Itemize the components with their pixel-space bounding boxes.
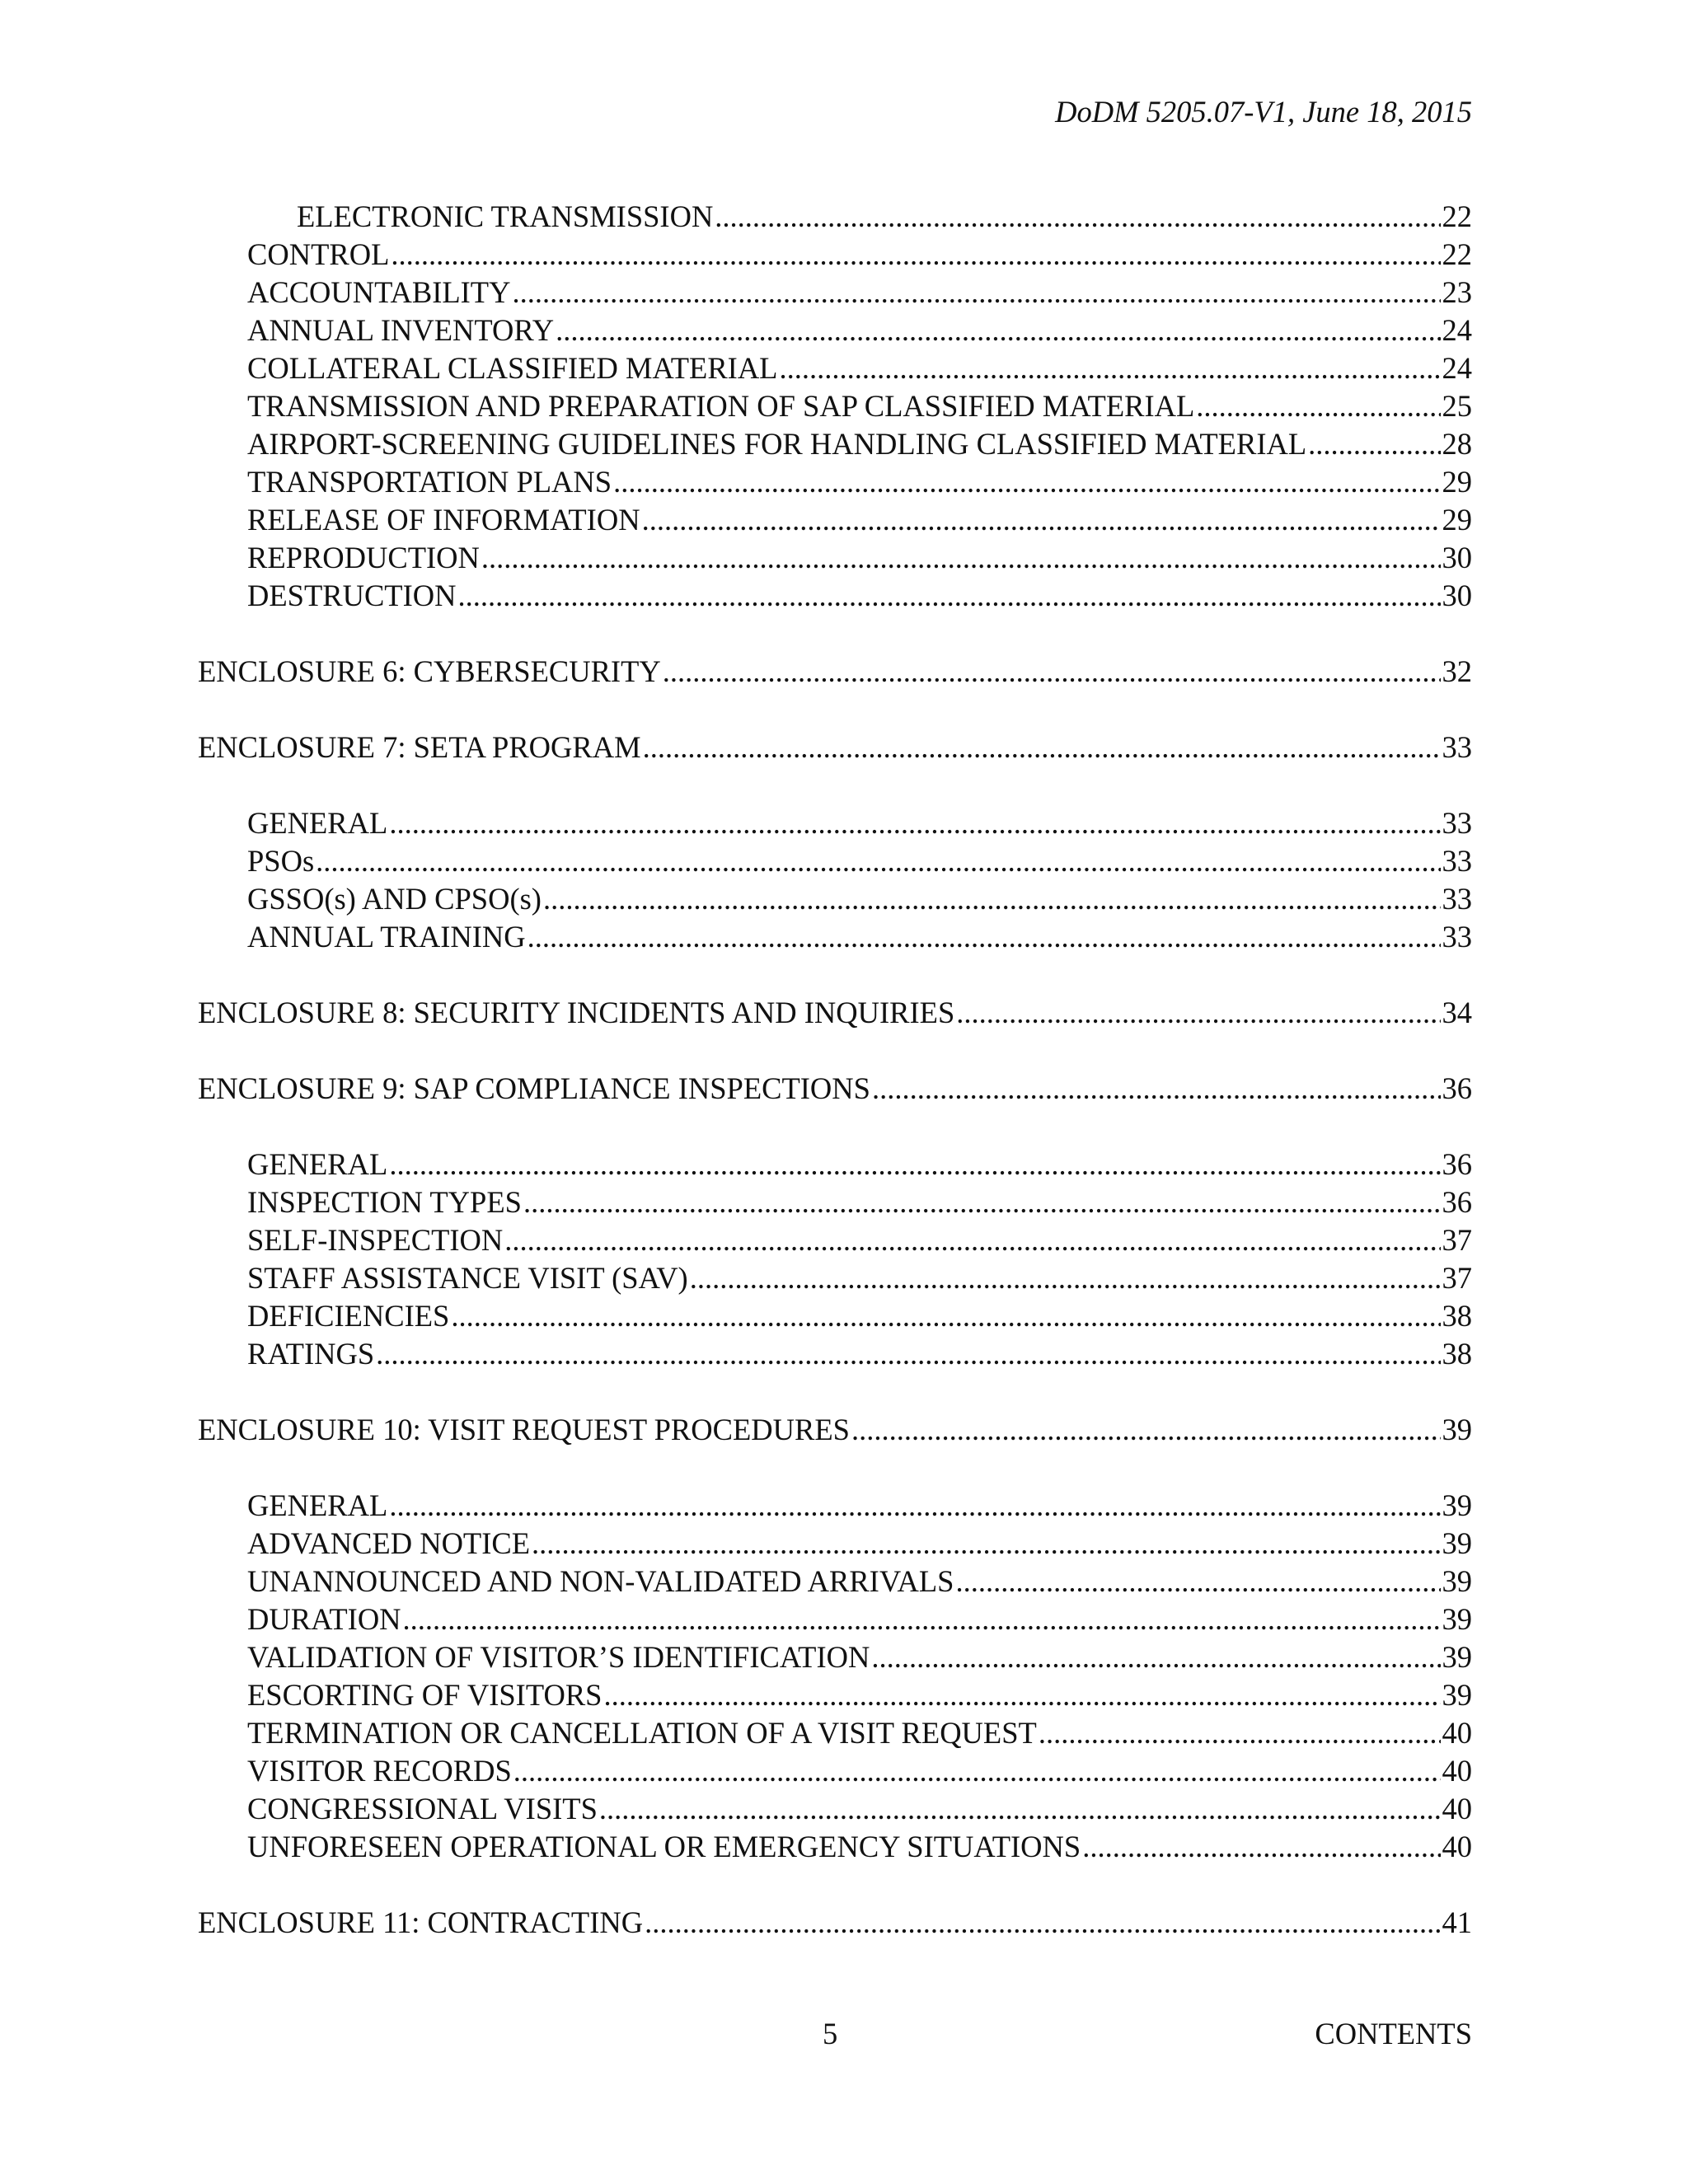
toc-entry (198, 1676, 1472, 1714)
toc-entry-page: 29 (1442, 503, 1472, 537)
toc-dot-leader (642, 501, 1441, 539)
toc-entry-title: GSSO(s) AND CPSO(s) (247, 882, 542, 916)
toc-entry-title: TERMINATION OR CANCELLATION OF A VISIT REQUEST (247, 1716, 1037, 1750)
toc-entry-title: REPRODUCTION (247, 541, 480, 574)
toc-entry-page: 39 (1442, 1488, 1472, 1522)
toc-enclosure-entry (198, 729, 1472, 766)
toc-entry-title: COLLATERAL CLASSIFIED MATERIAL (247, 351, 778, 385)
toc-dot-leader (376, 1335, 1440, 1373)
toc-dot-leader (690, 1259, 1441, 1297)
toc-entry-page: 33 (1442, 920, 1472, 954)
toc-entry (198, 1259, 1472, 1297)
toc-entry-page: 36 (1442, 1185, 1472, 1219)
toc-entry-page: 37 (1442, 1223, 1472, 1257)
toc-entry (198, 577, 1472, 615)
toc-entry-page: 37 (1442, 1261, 1472, 1295)
toc-dot-leader (451, 1297, 1440, 1335)
toc-entry (198, 1146, 1472, 1183)
toc-dot-leader (779, 349, 1440, 387)
toc-entry-page: 39 (1442, 1413, 1472, 1446)
toc-entry-title: PSOs (247, 844, 315, 878)
toc-dot-leader (613, 463, 1440, 501)
toc-entry-page: 39 (1442, 1564, 1472, 1598)
toc-entry-title: SELF-INSPECTION (247, 1223, 504, 1257)
toc-entry-page: 33 (1442, 844, 1472, 878)
toc-dot-leader (391, 236, 1440, 274)
toc-entry-title: TRANSMISSION AND PREPARATION OF SAP CLASSIFIED MATERIAL (247, 389, 1195, 423)
toc-entry-page: 33 (1442, 806, 1472, 840)
toc-dot-leader (599, 1790, 1441, 1828)
toc-dot-leader (955, 1563, 1440, 1601)
toc-entry-page: 39 (1442, 1602, 1472, 1636)
toc-entry (198, 425, 1472, 463)
toc-entry-title: DURATION (247, 1602, 401, 1636)
toc-entry-title: ENCLOSURE 11: CONTRACTING (198, 1905, 644, 1939)
toc-entry (198, 1790, 1472, 1828)
toc-dot-leader (403, 1601, 1441, 1638)
toc-dot-leader (663, 653, 1441, 691)
toc-entry-title: GENERAL (247, 806, 388, 840)
toc-dot-leader (512, 274, 1440, 312)
table-of-contents (198, 198, 1472, 1942)
toc-entry (198, 236, 1472, 274)
toc-entry (198, 1563, 1472, 1601)
toc-dot-leader (389, 1487, 1440, 1525)
toc-entry-page: 25 (1442, 389, 1472, 423)
toc-enclosure-entry (198, 1411, 1472, 1449)
toc-entry-page: 30 (1442, 579, 1472, 612)
toc-entry-page: 30 (1442, 541, 1472, 574)
toc-entry (198, 918, 1472, 956)
toc-entry (198, 312, 1472, 349)
toc-entry (198, 1601, 1472, 1638)
toc-entry-page: 38 (1442, 1337, 1472, 1371)
toc-entry (198, 387, 1472, 425)
toc-entry-title: UNFORESEEN OPERATIONAL OR EMERGENCY SITUATIONS (247, 1830, 1081, 1863)
toc-entry-page: 34 (1442, 996, 1472, 1029)
toc-entry-page: 36 (1442, 1147, 1472, 1181)
toc-entry (198, 1752, 1472, 1790)
toc-dot-leader (603, 1676, 1440, 1714)
toc-dot-leader (481, 539, 1441, 577)
toc-entry-page: 41 (1442, 1905, 1472, 1939)
toc-dot-leader (389, 1146, 1440, 1183)
toc-entry (198, 1714, 1472, 1752)
toc-entry-title: ENCLOSURE 6: CYBERSECURITY (198, 654, 661, 688)
toc-entry-title: ANNUAL TRAINING (247, 920, 526, 954)
toc-entry (198, 1638, 1472, 1676)
toc-enclosure-entry (198, 994, 1472, 1032)
toc-entry-page: 29 (1442, 465, 1472, 499)
toc-entry-title: DEFICIENCIES (247, 1299, 450, 1333)
toc-entry-page: 28 (1442, 427, 1472, 461)
toc-dot-leader (1082, 1828, 1440, 1866)
toc-entry-page: 36 (1442, 1071, 1472, 1105)
toc-entry-title: CONTROL (247, 237, 390, 271)
toc-entry-title: ESCORTING OF VISITORS (247, 1678, 603, 1712)
toc-entry (198, 501, 1472, 539)
toc-dot-leader (872, 1070, 1441, 1108)
toc-entry-title: ELECTRONIC TRANSMISSION (297, 199, 714, 233)
toc-entry-page: 22 (1442, 199, 1472, 233)
toc-entry-title: RATINGS (247, 1337, 375, 1371)
toc-entry (198, 274, 1472, 312)
toc-entry-title: ENCLOSURE 8: SECURITY INCIDENTS AND INQUIRIES (198, 996, 955, 1029)
toc-entry-page: 33 (1442, 882, 1472, 916)
toc-entry-page: 39 (1442, 1640, 1472, 1674)
toc-entry-title: INSPECTION TYPES (247, 1185, 522, 1219)
toc-entry-title: GENERAL (247, 1488, 388, 1522)
toc-dot-leader (556, 312, 1440, 349)
toc-entry-title: RELEASE OF INFORMATION (247, 503, 640, 537)
page-number: 5 (823, 2017, 838, 2050)
toc-entry-page: 40 (1442, 1792, 1472, 1825)
toc-entry-title: VALIDATION OF VISITOR’S IDENTIFICATION (247, 1640, 870, 1674)
toc-entry (198, 1487, 1472, 1525)
toc-entry-title: GENERAL (247, 1147, 388, 1181)
toc-entry-title: ENCLOSURE 9: SAP COMPLIANCE INSPECTIONS (198, 1071, 870, 1105)
toc-entry-page: 40 (1442, 1716, 1472, 1750)
toc-entry (198, 842, 1472, 880)
toc-entry-page: 39 (1442, 1526, 1472, 1560)
toc-entry (198, 539, 1472, 577)
toc-entry (198, 463, 1472, 501)
toc-entry (198, 349, 1472, 387)
toc-dot-leader (543, 880, 1441, 918)
toc-dot-leader (1196, 387, 1440, 425)
toc-entry-page: 32 (1442, 654, 1472, 688)
toc-dot-leader (457, 577, 1440, 615)
toc-dot-leader (523, 1183, 1441, 1221)
toc-dot-leader (715, 198, 1440, 236)
toc-entry (198, 880, 1472, 918)
toc-entry (198, 1183, 1472, 1221)
toc-dot-leader (851, 1411, 1441, 1449)
toc-entry (198, 1525, 1472, 1563)
toc-entry-title: DESTRUCTION (247, 579, 457, 612)
toc-entry (198, 804, 1472, 842)
toc-entry-title: ANNUAL INVENTORY (247, 313, 555, 347)
footer-section-label: CONTENTS (1315, 2017, 1472, 2050)
toc-entry-page: 24 (1442, 351, 1472, 385)
toc-entry (198, 1221, 1472, 1259)
toc-dot-leader (956, 994, 1440, 1032)
toc-dot-leader (504, 1221, 1440, 1259)
toc-dot-leader (1039, 1714, 1441, 1752)
toc-entry-page: 23 (1442, 275, 1472, 309)
toc-enclosure-entry (198, 1904, 1472, 1942)
toc-dot-leader (528, 918, 1441, 956)
toc-entry-title: CONGRESSIONAL VISITS (247, 1792, 598, 1825)
toc-dot-leader (316, 842, 1440, 880)
toc-entry (198, 1335, 1472, 1373)
toc-entry-title: ENCLOSURE 10: VISIT REQUEST PROCEDURES (198, 1413, 850, 1446)
toc-entry (198, 1297, 1472, 1335)
toc-entry-page: 24 (1442, 313, 1472, 347)
toc-entry-page: 38 (1442, 1299, 1472, 1333)
toc-entry-title: ENCLOSURE 7: SETA PROGRAM (198, 730, 641, 764)
toc-dot-leader (645, 1904, 1440, 1942)
toc-entry-page: 22 (1442, 237, 1472, 271)
toc-dot-leader (871, 1638, 1440, 1676)
toc-entry-page: 39 (1442, 1678, 1472, 1712)
toc-dot-leader (389, 804, 1440, 842)
toc-entry (198, 1828, 1472, 1866)
toc-enclosure-entry (198, 1070, 1472, 1108)
toc-entry-title: VISITOR RECORDS (247, 1754, 512, 1788)
toc-entry-title: ACCOUNTABILITY (247, 275, 511, 309)
toc-entry-page: 33 (1442, 730, 1472, 764)
toc-entry-page: 40 (1442, 1754, 1472, 1788)
toc-dot-leader (532, 1525, 1440, 1563)
toc-entry-title: AIRPORT-SCREENING GUIDELINES FOR HANDLING CLASSIFIED MATERIAL (247, 427, 1307, 461)
toc-entry-page: 40 (1442, 1830, 1472, 1863)
toc-entry-title: TRANSPORTATION PLANS (247, 465, 612, 499)
toc-entry-title: ADVANCED NOTICE (247, 1526, 531, 1560)
toc-entry-title: STAFF ASSISTANCE VISIT (SAV) (247, 1261, 688, 1295)
toc-enclosure-entry (198, 653, 1472, 691)
toc-entry-title: UNANNOUNCED AND NON-VALIDATED ARRIVALS (247, 1564, 954, 1598)
toc-entry (198, 198, 1472, 236)
document-header: DoDM 5205.07-V1, June 18, 2015 (1055, 95, 1472, 129)
toc-dot-leader (643, 729, 1441, 766)
toc-dot-leader (1308, 425, 1440, 463)
toc-dot-leader (513, 1752, 1441, 1790)
